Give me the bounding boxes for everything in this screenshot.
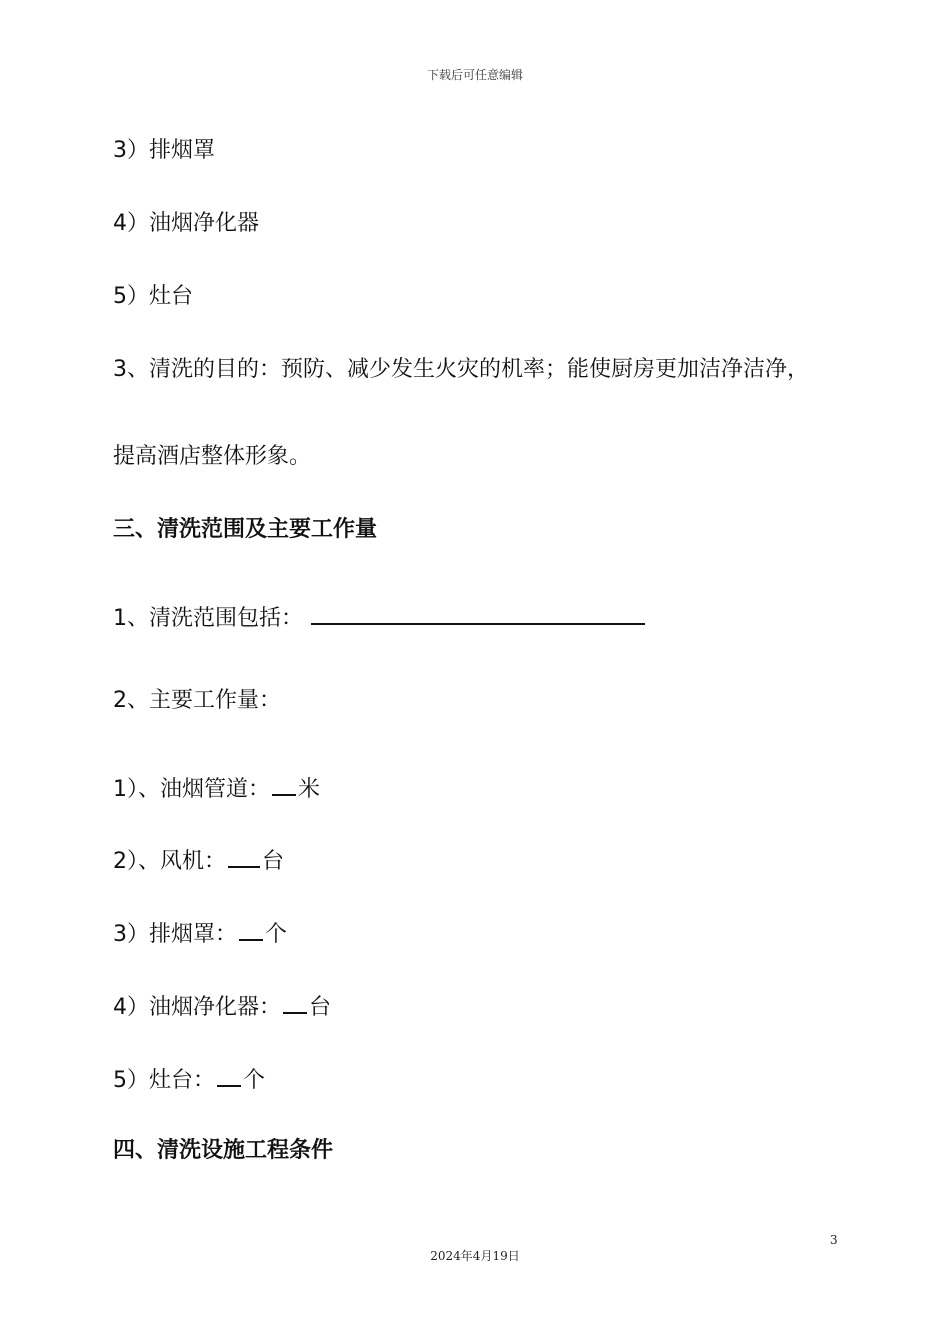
workload-item-unit: 米 xyxy=(298,777,321,802)
workload-item-unit: 台 xyxy=(262,849,285,874)
stove-blank-field[interactable] xyxy=(217,1063,241,1087)
section-4-heading: 四、清洗设施工程条件 xyxy=(113,1138,334,1163)
workload-label: 2、主要工作量： xyxy=(113,688,281,713)
workload-item-unit: 台 xyxy=(309,995,332,1020)
page-header: 下载后可任意编辑 xyxy=(426,68,523,82)
scope-label: 1、清洗范围包括： xyxy=(113,606,303,631)
workload-item-label: 5）灶台： xyxy=(113,1068,215,1093)
list-item-stove: 5）灶台 xyxy=(113,284,193,309)
workload-item-label: 4）油烟净化器： xyxy=(113,995,281,1020)
duct-blank-field[interactable] xyxy=(272,772,296,796)
workload-item-unit: 个 xyxy=(243,1068,266,1093)
workload-item-label: 2）、风机： xyxy=(113,849,226,874)
workload-item-label: 3）排烟罩： xyxy=(113,922,237,947)
page-number: 3 xyxy=(830,1233,838,1247)
workload-item-purifier xyxy=(113,990,331,1023)
fan-blank-field[interactable] xyxy=(228,844,260,868)
purpose-paragraph-line-2: 提高酒店整体形象。 xyxy=(113,444,312,469)
workload-item-hood xyxy=(113,917,287,950)
scope-line xyxy=(113,601,647,634)
scope-blank-field[interactable] xyxy=(311,601,645,625)
list-item-fume-purifier: 4）油烟净化器 xyxy=(113,211,259,236)
purpose-paragraph-line-1: 3、清洗的目的：预防、减少发生火灾的机率；能使厨房更加洁净洁净， xyxy=(113,357,809,382)
workload-item-unit: 个 xyxy=(265,922,288,947)
list-item-exhaust-hood: 3）排烟罩 xyxy=(113,138,215,163)
workload-item-duct xyxy=(113,772,320,805)
footer-date: 2024年4月19日 xyxy=(430,1249,520,1263)
workload-item-fan xyxy=(113,844,284,877)
workload-item-label: 1）、油烟管道： xyxy=(113,777,270,802)
hood-blank-field[interactable] xyxy=(239,917,263,941)
purifier-blank-field[interactable] xyxy=(283,990,307,1014)
workload-item-stove xyxy=(113,1063,265,1096)
section-3-heading: 三、清洗范围及主要工作量 xyxy=(113,517,378,542)
